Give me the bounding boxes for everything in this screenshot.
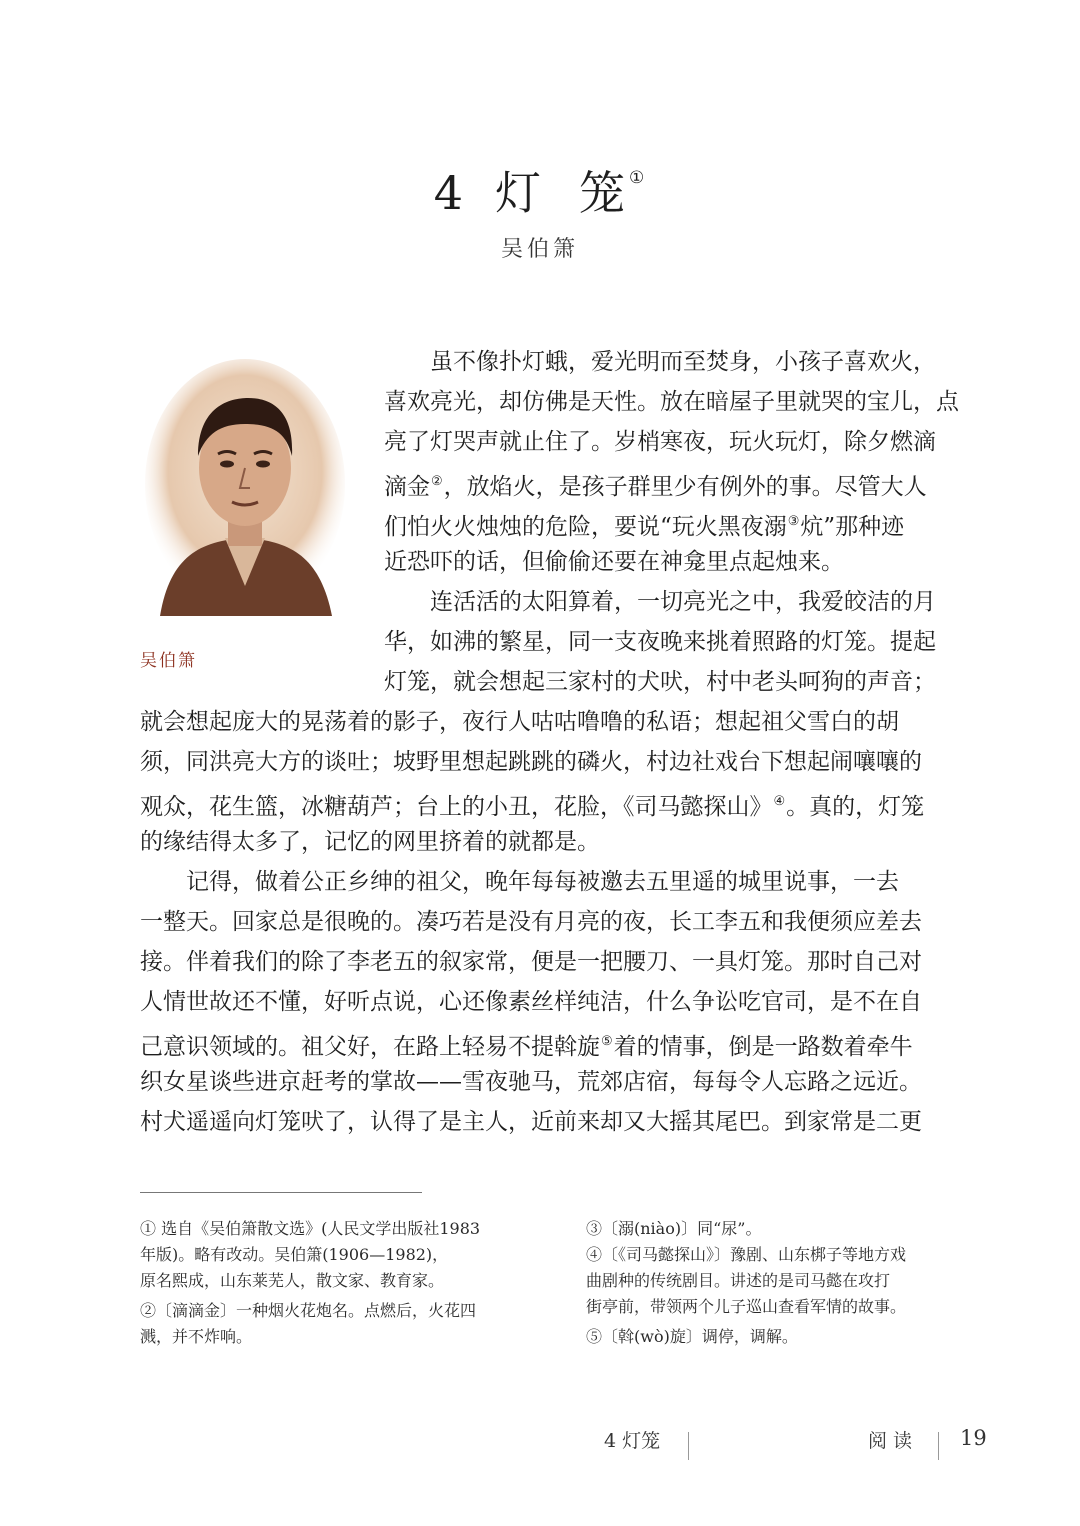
title-footnote-mark: ① — [629, 168, 647, 188]
footnote-line: ③〔溺(niào)〕同“尿”。 — [586, 1219, 762, 1238]
author-name: 吴伯箫 — [500, 237, 579, 262]
footnote-line: ②〔滴滴金〕一种烟火花炮名。点燃后，火花四 — [140, 1301, 477, 1320]
text-line: 人情世故还不懂，好听点说，心还像素丝样纯洁，什么争讼吃官司，是不在自 — [140, 989, 922, 1015]
text-line: 就会想起庞大的晃荡着的影子，夜行人咕咕噜噜的私语；想起祖父雪白的胡 — [140, 709, 899, 735]
portrait-caption: 吴伯箫 — [140, 651, 197, 671]
footnote-divider — [140, 1192, 422, 1193]
text-line: 虽不像扑灯蛾，爱光明而至焚身，小孩子喜欢火， — [430, 349, 936, 375]
text-line: 观众，花生篮，冰糖葫芦；台上的小丑，花脸，《司马懿探山》④。真的，灯笼 — [140, 794, 925, 820]
text-line: 亮了灯哭声就止住了。岁梢寒夜，玩火玩灯，除夕燃滴 — [384, 429, 936, 455]
author-portrait — [140, 356, 350, 616]
footnote-line: 溅，并不炸响。 — [140, 1327, 253, 1346]
title-char-1: 灯 — [495, 166, 544, 220]
footnote-ref: ⑤ — [601, 1034, 613, 1049]
page-number: 19 — [960, 1426, 987, 1450]
footnote-line: ④〔《司马懿探山》〕豫剧、山东梆子等地方戏 — [586, 1245, 907, 1264]
footnote-line: 街亭前，带领两个儿子巡山查看军情的故事。 — [586, 1297, 907, 1316]
text-line: 记得，做着公正乡绅的祖父，晚年每每被邀去五里遥的城里说事，一去 — [186, 869, 899, 895]
lesson-title — [0, 148, 1080, 223]
footnote-ref: ④ — [773, 794, 786, 809]
footnote-line: ① 选自《吴伯箫散文选》(人民文学出版社1983 — [140, 1219, 481, 1238]
footnote-line: 曲剧种的传统剧目。讲述的是司马懿在攻打 — [586, 1271, 891, 1290]
footnote-ref: ② — [431, 474, 443, 489]
text-line: 织女星谈些进京赶考的掌故——雪夜驰马，荒郊店宿，每每令人忘路之远近。 — [140, 1069, 922, 1095]
footer-lesson: 4 灯笼 — [604, 1430, 661, 1452]
footnote-line: ⑤〔斡(wò)旋〕调停，调解。 — [586, 1327, 798, 1346]
footnote-ref: ③ — [787, 514, 800, 529]
footnote-line: 原名熙成，山东莱芜人，散文家、教育家。 — [140, 1271, 445, 1290]
text-line: 的缘结得太多了，记忆的网里挤着的就都是。 — [140, 829, 600, 855]
footer-section: 阅 读 — [868, 1430, 913, 1452]
text-line: 近恐吓的话，但偷偷还要在神龛里点起烛来。 — [384, 549, 844, 575]
footer-divider — [938, 1432, 939, 1460]
text-line: 须，同洪亮大方的谈吐；坡野里想起跳跳的磷火，村边社戏台下想起闹嚷嚷的 — [140, 749, 922, 775]
text-line: 连活活的太阳算着，一切亮光之中，我爱皎洁的月 — [430, 589, 936, 615]
text-line: 们怕火火烛烛的危险，要说“玩火黑夜溺③炕”那种迹 — [384, 514, 905, 540]
text-line: 喜欢亮光，却仿佛是天性。放在暗屋子里就哭的宝儿，点 — [384, 389, 959, 415]
text-line: 接。伴着我们的除了李老五的叙家常，便是一把腰刀、一具灯笼。那时自己对 — [140, 949, 922, 975]
text-line: 己意识领域的。祖父好，在路上轻易不提斡旋⑤着的情事，倒是一路数着牵牛 — [140, 1034, 913, 1060]
text-line: 村犬遥遥向灯笼吠了，认得了是主人，近前来却又大摇其尾巴。到家常是二更 — [140, 1109, 922, 1135]
lesson-number: 4 — [433, 166, 466, 220]
text-line: 一整天。回家总是很晚的。凑巧若是没有月亮的夜，长工李五和我便须应差去 — [140, 909, 922, 935]
footnote-line: 年版)。略有改动。吴伯箫(1906—1982)， — [140, 1245, 449, 1264]
title-char-2: 笼 — [579, 166, 628, 220]
text-line: 滴金②，放焰火，是孩子群里少有例外的事。尽管大人 — [384, 474, 927, 500]
text-line: 灯笼，就会想起三家村的犬吠，村中老头呵狗的声音； — [384, 669, 936, 695]
text-line: 华，如沸的繁星，同一支夜晚来挑着照路的灯笼。提起 — [384, 629, 936, 655]
footer-divider — [688, 1432, 689, 1460]
